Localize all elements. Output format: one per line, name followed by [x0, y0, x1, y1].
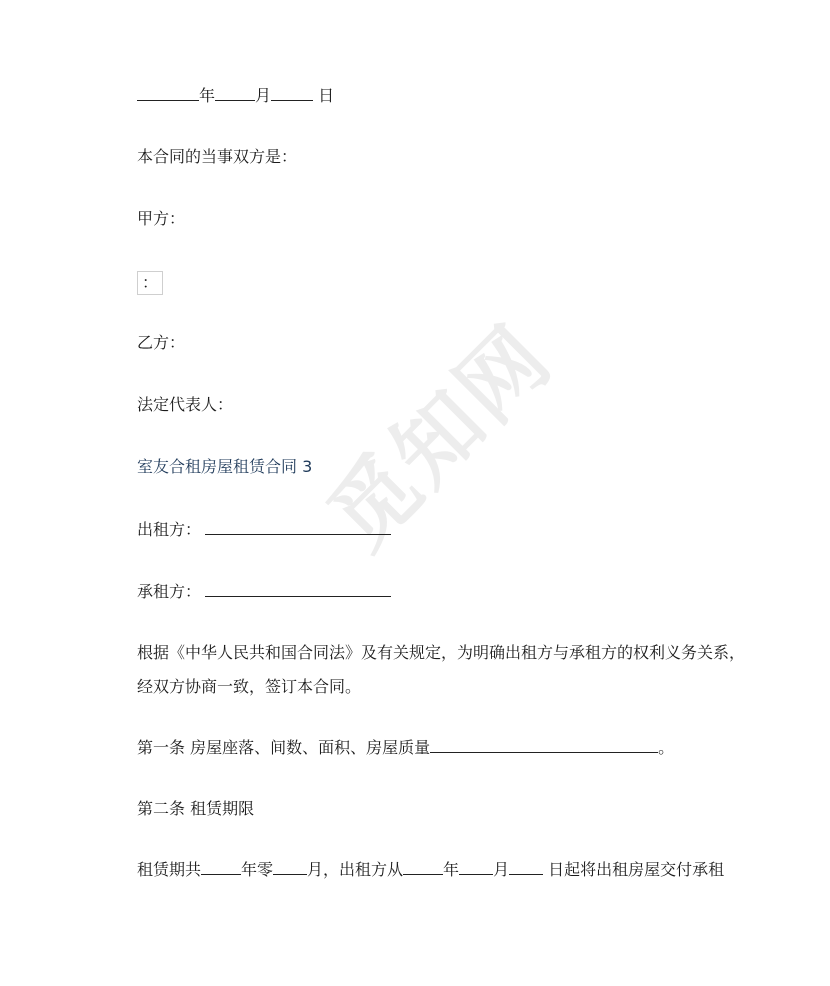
start-month-blank[interactable] [459, 859, 493, 875]
section-title: 室友合租房屋租赁合同 3 [137, 457, 313, 476]
article1-end: 。 [658, 738, 675, 757]
term-years-blank[interactable] [201, 859, 241, 875]
date-line [137, 85, 334, 106]
term-text-3: 月，出租方从 [307, 860, 404, 879]
colon-field [137, 271, 163, 295]
term-text-5: 月 [493, 860, 510, 879]
lessee-line [137, 581, 391, 602]
term-months-blank[interactable] [273, 859, 307, 875]
day-label: 日 [318, 86, 335, 105]
legal-rep-label: 法定代表人： [137, 395, 234, 414]
day-blank[interactable] [271, 85, 313, 101]
term-line [137, 859, 724, 880]
start-year-blank[interactable] [403, 859, 443, 875]
term-text-6: 日起将出租房屋交付承租 [548, 860, 725, 879]
lessor-blank[interactable] [205, 519, 391, 535]
party-b-label: 乙方： [137, 333, 186, 352]
intro-para-line1: 根据《中华人民共和国合同法》及有关规定，为明确出租方与承租方的权利义务关系， [137, 643, 746, 662]
watermark: 觅知网 [309, 306, 572, 569]
colon-box[interactable]: ： [137, 271, 163, 295]
term-text-1: 租赁期共 [137, 860, 202, 879]
parties-intro: 本合同的当事双方是： [137, 147, 298, 166]
year-blank[interactable] [137, 85, 199, 101]
article1-label: 第一条 房屋座落、间数、面积、房屋质量 [137, 738, 431, 757]
article1-line [137, 737, 674, 758]
party-a-label: 甲方： [137, 209, 186, 228]
article2-label: 第二条 租赁期限 [137, 799, 255, 818]
lessor-line [137, 519, 391, 540]
term-text-2: 年零 [241, 860, 274, 879]
article1-blank[interactable] [430, 737, 658, 753]
intro-para-line2: 经双方协商一致，签订本合同。 [137, 677, 362, 696]
term-text-4: 年 [443, 860, 460, 879]
start-day-blank[interactable] [509, 859, 543, 875]
lessee-blank[interactable] [205, 581, 391, 597]
month-label: 月 [255, 86, 272, 105]
year-label: 年 [199, 86, 216, 105]
month-blank[interactable] [215, 85, 255, 101]
lessor-label: 出租方： [137, 520, 202, 539]
lessee-label: 承租方： [137, 582, 202, 601]
